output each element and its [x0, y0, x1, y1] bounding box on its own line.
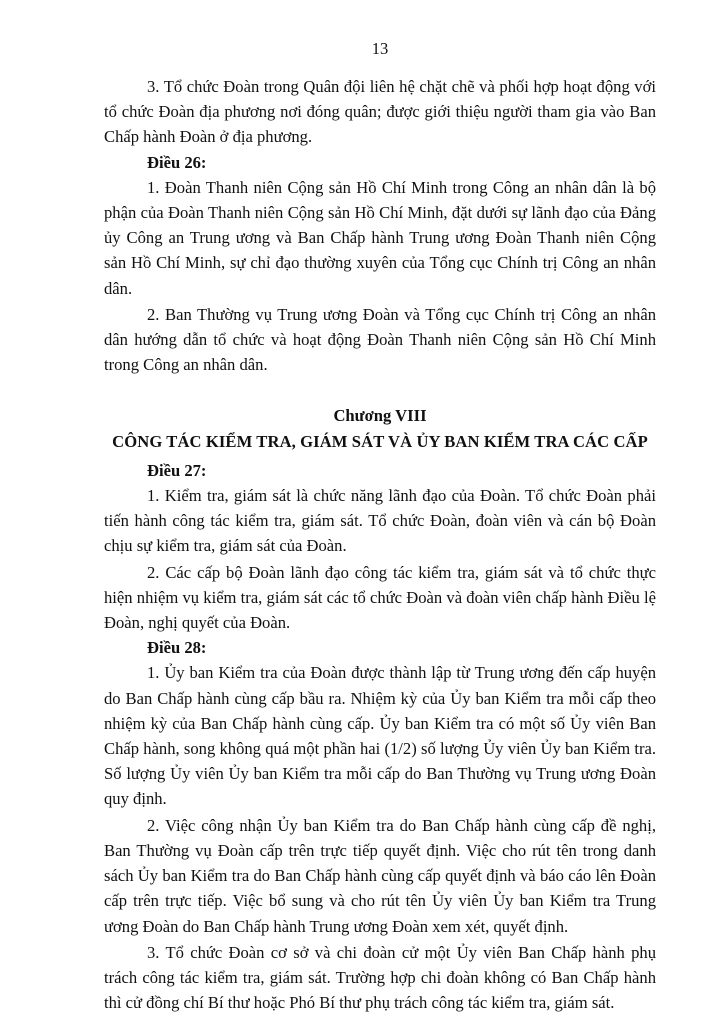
chapter-title: CÔNG TÁC KIỂM TRA, GIÁM SÁT VÀ ỦY BAN KIỂM TRA CÁC CẤP [112, 431, 648, 451]
paragraph-art25-clause3: 3. Tổ chức Đoàn trong Quân đội liên hệ chặt chẽ và phối hợp hoạt động với tổ chức Đoàn địa phương nơi đóng quân; được giới thiệu người tham gia vào Ban Chấp hành Đoàn ở địa phương. [104, 77, 656, 147]
document-page [104, 38, 656, 1015]
chapter-heading [104, 403, 656, 453]
article-28-heading: Điều 28: [147, 638, 207, 658]
article-26-heading: Điều 26: [147, 152, 207, 172]
article-27-heading: Điều 27: [147, 460, 207, 480]
paragraph-art26-clause2: 2. Ban Thường vụ Trung ương Đoàn và Tổng cục Chính trị Công an nhân dân hướng dẫn tổ chức và hoạt động Đoàn Thanh niên Cộng sản Hồ Chí Minh trong Công an nhân dân. [104, 304, 656, 375]
paragraph-art26-clause1: 1. Đoàn Thanh niên Cộng sản Hồ Chí Minh trong Công an nhân dân là bộ phận của Đoàn Thanh niên Cộng sản Hồ Chí Minh, đặt dưới sự lãnh đạo của Đảng ủy Công an Trung ương và Ban Chấp hành Trung ương Đoàn Thanh niên Cộng sản Hồ Chí Minh, sự chỉ đạo thường xuyên của Tổng cục Chính trị Công an nhân dân. [104, 177, 656, 298]
chapter-label: Chương VIII [333, 406, 427, 426]
paragraph-art27-clause2: 2. Các cấp bộ Đoàn lãnh đạo công tác kiểm tra, giám sát và tổ chức thực hiện nhiệm vụ kiểm tra, giám sát các tổ chức Đoàn và đoàn viên chấp hành Điều lệ Đoàn, nghị quyết của Đoàn. [104, 562, 656, 633]
paragraph-art28-clause1: 1. Ủy ban Kiểm tra của Đoàn được thành lập từ Trung ương đến cấp huyện do Ban Chấp hành cùng cấp bầu ra. Nhiệm kỳ của Ủy ban Kiểm tra mỗi cấp theo nhiệm kỳ của Ban Chấp hành cùng cấp. Ủy ban Kiểm tra có một số Ủy viên Ban Chấp hành, song không quá một phần hai (1/2) số lượng Ủy viên Ủy ban Kiểm tra. Số lượng Ủy viên Ủy ban Kiểm tra mỗi cấp do Ban Thường vụ Trung ương Đoàn quy định. [104, 663, 656, 809]
paragraph-art28-clause3: 3. Tổ chức Đoàn cơ sở và chi đoàn cử một Ủy viên Ban Chấp hành phụ trách công tác kiểm tra, giám sát. Trường hợp chi đoàn không có Ban Chấp hành thì cử đồng chí Bí thư hoặc Phó Bí thư phụ trách công tác kiểm tra, giám sát. [104, 942, 656, 1013]
paragraph-art28-clause2: 2. Việc công nhận Ủy ban Kiểm tra do Ban Chấp hành cùng cấp đề nghị, Ban Thường vụ Đoàn cấp trên trực tiếp quyết định. Việc cho rút tên trong danh sách Ủy ban Kiểm tra do Ban Chấp hành cùng cấp quyết định và báo cáo lên Đoàn cấp trên trực tiếp. Việc bổ sung và cho rút tên Ủy viên Ủy ban Kiểm tra Trung ương Đoàn do Ban Chấp hành Trung ương Đoàn xem xét, quyết định. [104, 815, 656, 936]
page-number: 13 [371, 39, 389, 58]
paragraph-art27-clause1: 1. Kiểm tra, giám sát là chức năng lãnh đạo của Đoàn. Tổ chức Đoàn phải tiến hành công tác kiểm tra, giám sát. Tổ chức Đoàn, đoàn viên và cán bộ Đoàn chịu sự kiểm tra, giám sát của Đoàn. [104, 486, 656, 556]
